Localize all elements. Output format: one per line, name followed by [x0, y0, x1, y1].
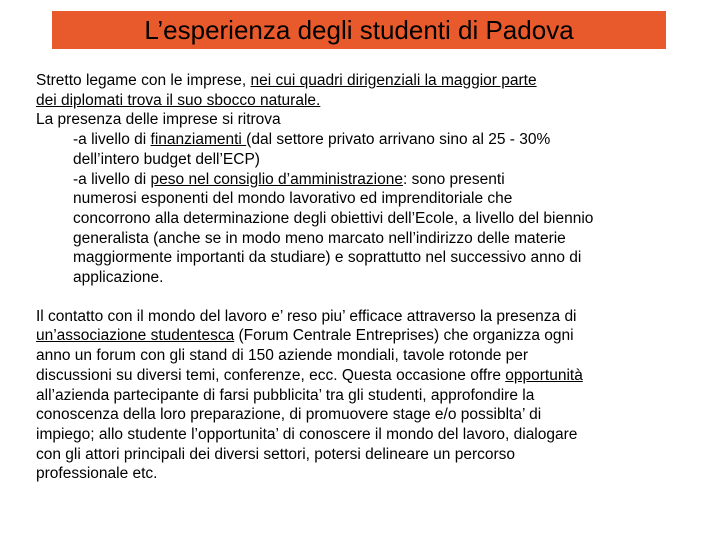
paragraph-2-line: impiego; allo studente l’opportunita’ di conoscere il mondo del lavoro, dialogare [36, 425, 578, 443]
paragraph-2-line-2 [36, 326, 706, 346]
paragraph-2-line: all’azienda partecipante di farsi pubblicita’ tra gli studenti, approfondire la [36, 386, 535, 404]
underlined-text: finanziamenti [150, 131, 247, 149]
bullet-financing [36, 130, 706, 150]
paragraph-2-line-3: anno un forum con gli stand di 150 aziende mondiali, tavole rotonde per [36, 347, 529, 365]
bullet-board-line: maggiormente importanti da studiare) e soprattutto nel successivo anno di [73, 249, 582, 267]
text-fragment: : sono presenti [402, 170, 505, 188]
bullet-board-line: numerosi esponenti del mondo lavorativo ed imprenditoriale che [73, 190, 513, 208]
bullet-board-line: applicazione. [73, 269, 164, 287]
paragraph-1-line-2 [36, 91, 706, 111]
slide-title: L’esperienza degli studenti di Padova [144, 15, 574, 45]
bullet-board-line: generalista (anche se in modo meno marcato nell’indirizzo delle materie [73, 229, 566, 247]
underlined-text: un’associazione studentesca [36, 327, 235, 345]
bullet-board-line: concorrono alla determinazione degli obiettivi dell’Ecole, a livello del biennio [73, 209, 594, 227]
paragraph-1-line-1 [36, 71, 706, 91]
slide-title-bar [52, 11, 666, 49]
paragraph-2-line: professionale etc. [36, 465, 158, 483]
text-fragment: Stretto legame con le imprese, [36, 72, 251, 89]
text-fragment: (Forum Centrale Entreprises) che organizza ogni [234, 327, 574, 345]
underlined-text: dei diplomati trova il suo sbocco naturale. [36, 91, 321, 109]
text-fragment: (dal settore privato arrivano sino al 25 - 30% [246, 131, 551, 149]
underlined-text: opportunità [505, 366, 583, 384]
underlined-text: nei cui quadri dirigenziali la maggior parte [250, 72, 537, 89]
paragraph-2-line: conoscenza della loro preparazione, di promuovere stage e/o possiblta’ di [36, 406, 542, 424]
paragraph-2-line: con gli attori principali dei diversi settori, potersi delineare un percorso [36, 445, 516, 463]
text-fragment: -a livello di [73, 170, 151, 188]
paragraph-2-line-1: Il contatto con il mondo del lavoro e’ reso piu’ efficace attraverso la presenza di [36, 307, 577, 325]
text-fragment: -a livello di [73, 131, 151, 149]
paragraph-spacer [36, 288, 706, 307]
text-fragment: discussioni su diversi temi, conferenze, ecc. Questa occasione offre [36, 366, 506, 384]
bullet-financing-line-2: dell’intero budget dell’ECP) [73, 150, 260, 168]
paragraph-2-line-4 [36, 366, 706, 386]
bullet-board [36, 170, 706, 190]
slide-body [36, 71, 706, 484]
paragraph-1-line-3: La presenza delle imprese si ritrova [36, 111, 281, 129]
underlined-text: peso nel consiglio d’amministrazione [150, 170, 403, 188]
